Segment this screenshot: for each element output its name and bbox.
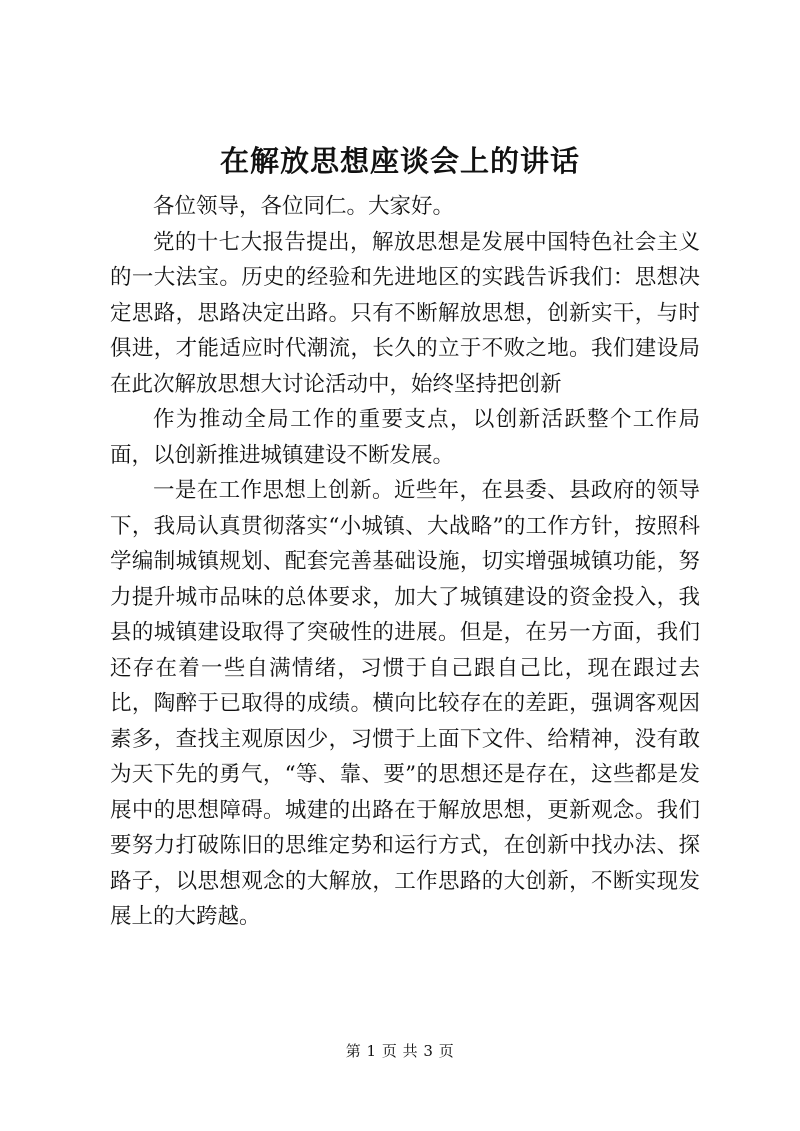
document-body — [110, 189, 700, 935]
paragraph-intro: 党的十七大报告提出，解放思想是发展中国特色社会主义的一大法宝。历史的经验和先进地区的实践告诉我们：思想决定思路，思路决定出路。只有不断解放思想，创新实干，与时俱进，才能适应时代潮流，长久的立于不败之地。我们建设局在此次解放思想大讨论活动中，始终坚持把创新 — [110, 229, 700, 397]
paragraph-greeting: 各位领导，各位同仁。大家好。 — [153, 194, 455, 219]
page-number-footer: 第 1 页 共 3 页 — [345, 1042, 455, 1060]
paragraph-innovation-pivot: 作为推动全局工作的重要支点，以创新活跃整个工作局面，以创新推进城镇建设不断发展。 — [110, 407, 700, 468]
document-title: 在解放思想座谈会上的讲话 — [219, 144, 580, 178]
paragraph-work-thinking: 一是在工作思想上创新。近些年，在县委、县政府的领导下，我局认真贯彻落实“小城镇、大战略”的工作方针，按照科学编制城镇规划、配套完善基础设施，切实增强城镇功能，努力提升城市品味的总体要求，加大了城镇建设的资金投入，我县的城镇建设取得了突破性的进展。但是，在另一方面，我们还存在着一些自满情绪，习惯于自己跟自己比，现在跟过去比，陶醉于已取得的成绩。横向比较存在的差距，强调客观因素多，查找主观原因少，习惯于上面下文件、给精神，没有敢为天下先的勇气，“等、靠、要”的思想还是存在，这些都是发展中的思想障碍。城建的出路在于解放思想，更新观念。我们要努力打破陈旧的思维定势和运行方式，在创新中找办法、探路子，以思想观念的大解放，工作思路的大创新，不断实现发展上的大跨越。 — [110, 478, 700, 929]
